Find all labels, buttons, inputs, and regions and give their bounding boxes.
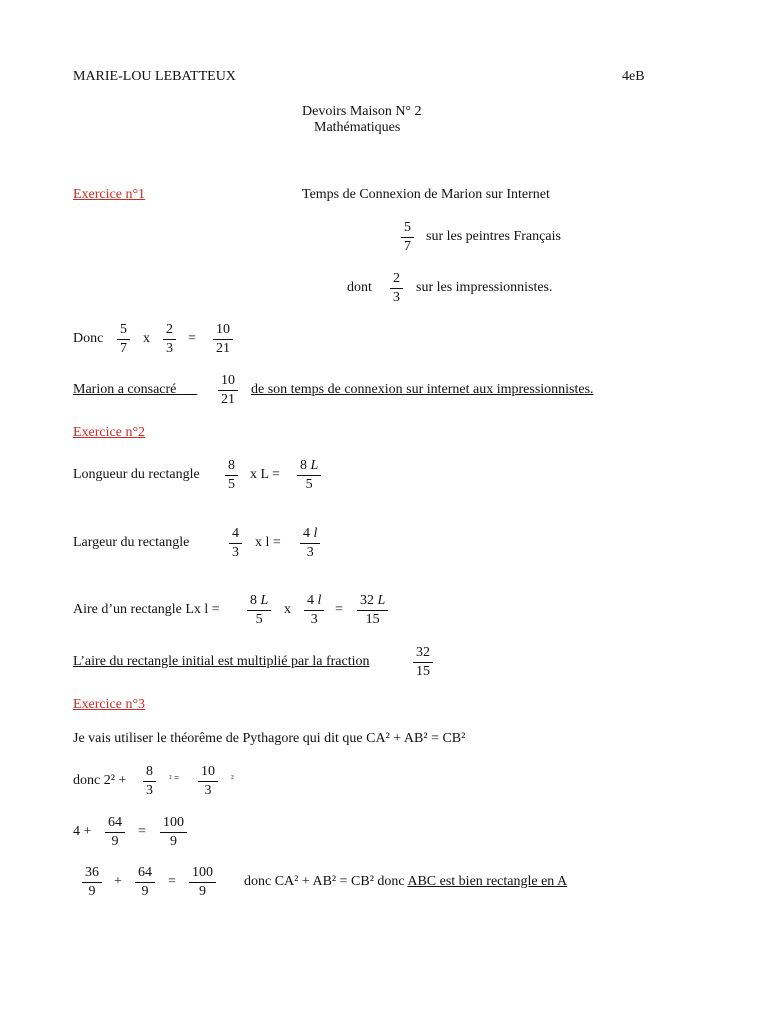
- numerator: 64: [105, 815, 125, 833]
- square-equals: ² =: [169, 773, 180, 783]
- student-name: MARIE-LOU LEBATTEUX: [73, 69, 236, 84]
- variable: l: [317, 593, 322, 608]
- denominator: 3: [166, 341, 173, 356]
- ex1-f1-text: sur les peintres Français: [426, 229, 561, 244]
- aire-equals: =: [335, 602, 343, 617]
- fraction-aire-a: [247, 593, 271, 628]
- numerator: 8: [225, 458, 238, 476]
- numerator: 100: [189, 865, 216, 883]
- ex1-f2-text: sur les impressionnistes.: [416, 280, 553, 295]
- denominator: 5: [305, 477, 313, 492]
- ex3-line2-equals: =: [138, 824, 146, 839]
- numerator: 10: [213, 322, 233, 340]
- numerator: [297, 458, 321, 476]
- fraction-8-3: [143, 764, 156, 799]
- fraction-100-9: [160, 815, 187, 850]
- denominator: 7: [120, 341, 127, 356]
- fraction-64-9: [105, 815, 125, 850]
- fraction-result: [213, 322, 233, 357]
- denominator: 9: [199, 884, 206, 899]
- variable: l: [313, 526, 318, 541]
- denominator: 3: [204, 783, 212, 798]
- ex2-conclusion: L’aire du rectangle initial est multiplié par la fraction: [73, 654, 370, 669]
- numerator: 64: [135, 865, 155, 883]
- doc-title: Devoirs Maison N° 2: [302, 104, 422, 119]
- num-value: 32: [360, 593, 374, 608]
- denominator: 3: [232, 545, 239, 560]
- ex3-heading: Exercice n°3: [73, 697, 146, 712]
- denominator: 7: [404, 239, 411, 254]
- class-label: 4eB: [622, 69, 645, 84]
- fraction-36-9: [82, 865, 102, 900]
- fraction-4-3: [229, 526, 242, 561]
- num-value: 4: [307, 593, 314, 608]
- denominator: 3: [393, 290, 400, 305]
- fraction-32-15: [413, 645, 433, 680]
- denominator: 9: [170, 834, 177, 849]
- numerator: [247, 593, 271, 611]
- fraction-100-9-b: [189, 865, 216, 900]
- fraction-b: [163, 322, 176, 357]
- fraction-64-9-b: [135, 865, 155, 900]
- numerator: 32: [413, 645, 433, 663]
- fraction-10-3: [198, 764, 218, 799]
- numerator: [357, 593, 388, 611]
- numerator: 36: [82, 865, 102, 883]
- numerator: 2: [163, 322, 176, 340]
- ex1-conclusion-left: [73, 382, 197, 398]
- square-sign: ²: [231, 773, 234, 783]
- ex1-conclusion-right: de son temps de connexion sur internet aux impressionnistes.: [251, 382, 594, 397]
- numerator: 4: [229, 526, 242, 544]
- numerator: 2: [390, 271, 403, 289]
- equals-sign: =: [188, 331, 196, 346]
- fraction-2-3: [390, 271, 403, 306]
- variable: L: [377, 593, 386, 608]
- ex3-line3-equals: =: [168, 874, 176, 889]
- doc-subject: Mathématiques: [314, 120, 401, 135]
- num-value: 8: [250, 593, 257, 608]
- denominator: 9: [88, 884, 96, 899]
- denominator: 3: [146, 783, 153, 798]
- numerator: 100: [160, 815, 187, 833]
- plus-sign: +: [114, 874, 122, 889]
- ex1-donc: Donc: [73, 331, 104, 346]
- denominator: 9: [141, 884, 149, 899]
- fraction-aire-b: [304, 593, 324, 628]
- conclusion-text: Marion a consacré: [73, 382, 177, 397]
- fraction-a: [117, 322, 130, 357]
- numerator: 10: [218, 373, 238, 391]
- variable: L: [260, 593, 269, 608]
- denominator: 9: [111, 834, 119, 849]
- ex1-heading: Exercice n°1: [73, 187, 146, 202]
- ex2-heading: Exercice n°2: [73, 425, 146, 440]
- ex3-intro: Je vais utiliser le théorême de Pythagore qui dit que CA² + AB² = CB²: [73, 731, 466, 746]
- conclusion-fraction: [218, 373, 238, 408]
- denominator: 3: [310, 612, 318, 627]
- fraction-8L-5: [297, 458, 321, 493]
- final-conclusion: ABC est bien rectangle en A: [407, 874, 568, 889]
- numerator: 5: [401, 220, 414, 238]
- fraction-5-7: [401, 220, 414, 255]
- longueur-label: Longueur du rectangle: [73, 467, 200, 482]
- longueur-mid: x L =: [250, 467, 280, 482]
- times-sign: x: [143, 331, 150, 346]
- num-value: 4: [303, 526, 310, 541]
- num-value: 8: [300, 458, 307, 473]
- fraction-8-5: [225, 458, 238, 493]
- denominator: 5: [228, 477, 235, 492]
- numerator: [304, 593, 324, 611]
- ex3-line1-left: donc 2² +: [73, 773, 127, 788]
- aire-label: Aire d’un rectangle Lx l =: [73, 602, 220, 617]
- ex1-dont: dont: [347, 280, 372, 295]
- ex3-line2-left: 4 +: [73, 824, 92, 839]
- numerator: 5: [117, 322, 130, 340]
- numerator: [300, 526, 320, 544]
- largeur-label: Largeur du rectangle: [73, 535, 190, 550]
- ex1-subtitle: Temps de Connexion de Marion sur Internet: [302, 187, 550, 202]
- fraction-aire-result: [357, 593, 388, 628]
- fraction-4l-3: [300, 526, 320, 561]
- denominator: 3: [306, 545, 314, 560]
- largeur-mid: x l =: [255, 535, 281, 550]
- aire-times: x: [284, 602, 291, 617]
- denominator: 21: [216, 341, 230, 356]
- variable: L: [310, 458, 319, 473]
- numerator: 8: [143, 764, 156, 782]
- final-text: donc CA² + AB² = CB² donc: [244, 874, 408, 889]
- numerator: 10: [198, 764, 218, 782]
- denominator: 5: [255, 612, 263, 627]
- denominator: 15: [416, 664, 430, 679]
- denominator: 21: [221, 392, 235, 407]
- denominator: 15: [365, 612, 380, 627]
- ex3-final-line: [244, 874, 567, 890]
